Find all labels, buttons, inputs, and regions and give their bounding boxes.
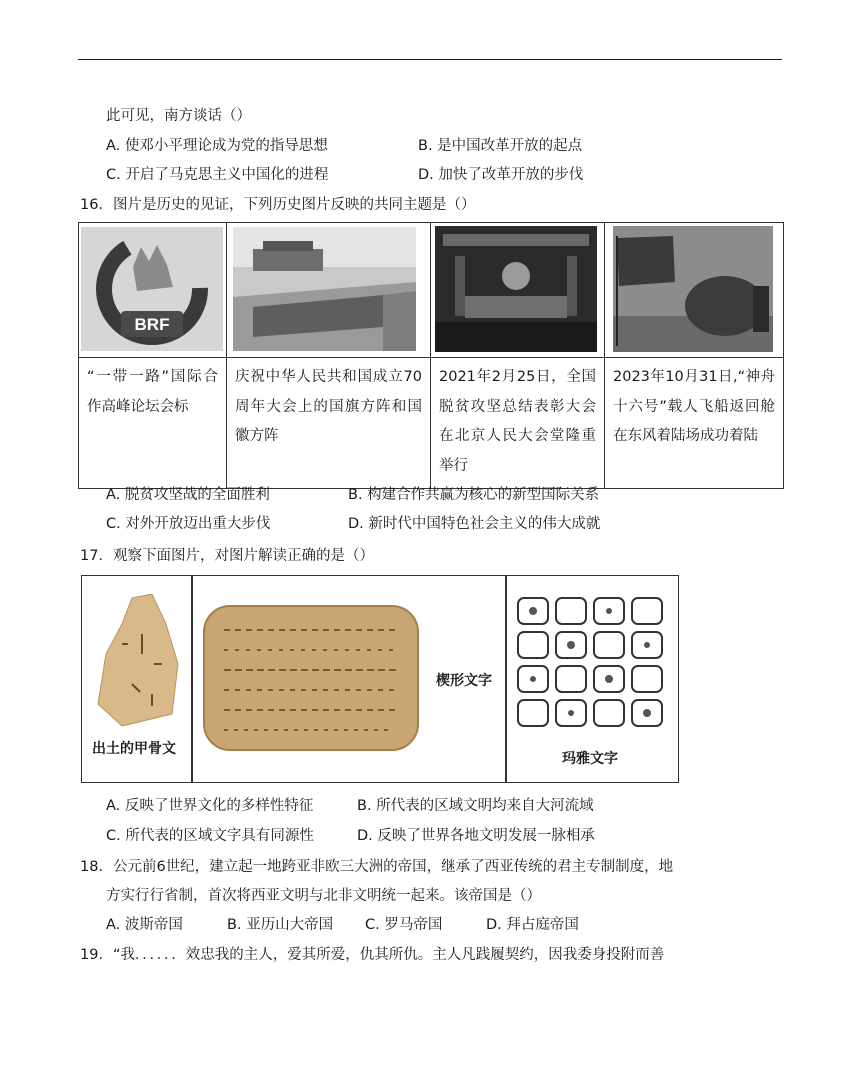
q16-stem: 16．图片是历史的见证，下列历史图片反映的共同主题是（）: [80, 197, 476, 213]
figure-divider: [191, 576, 193, 782]
q17-figure: [81, 575, 679, 783]
spacecraft-landing-photo: [613, 226, 773, 352]
brf-logo-image: [81, 227, 223, 351]
q18-option-a: A. 波斯帝国: [106, 917, 183, 933]
spacecraft-landing-cell: [605, 223, 784, 358]
q16-image-table: [78, 222, 784, 489]
brf-logo-cell: [79, 223, 227, 358]
q17-option-b: B. 所代表的区域文明均来自大河流域: [357, 798, 594, 814]
q16-option-d: D. 新时代中国特色社会主义的伟大成就: [348, 516, 601, 532]
oracle-bone-image: [92, 594, 182, 730]
q15-stem-tail: 此可见，南方谈话（）: [106, 108, 251, 124]
q18-option-d: D. 拜占庭帝国: [486, 917, 579, 933]
q15-option-c: C. 开启了马克思主义中国化的进程: [106, 167, 329, 183]
q19-stem-line-1: 19．“我．．．．．．效忠我的主人，爱其所爱，仇其所仇。主人凡践履契约，因我委身投附而善: [80, 947, 665, 963]
q18-option-c: C. 罗马帝国: [365, 917, 443, 933]
q15-option-a: A. 使邓小平理论成为党的指导思想: [106, 138, 328, 154]
q16-option-a: A. 脱贫攻坚战的全面胜利: [106, 487, 270, 503]
cuneiform-tablet-image: [200, 602, 422, 754]
q18-stem-line-2: 方实行行省制，首次将西亚文明与北非文明统一起来。该帝国是（）: [106, 888, 541, 904]
q16-caption-4: 2023年10月31日,“神舟十六号”载人飞船返回舱在东风着陆场成功着陆: [613, 369, 775, 444]
q16-option-b: B. 构建合作共赢为核心的新型国际关系: [348, 487, 600, 503]
brf-logo-text: BRF: [134, 315, 170, 334]
q16-caption-1: “一带一路”国际合作高峰论坛会标: [87, 369, 218, 415]
poverty-meeting-cell: [431, 223, 605, 358]
q18-stem-line-1: 18．公元前6世纪，建立起一地跨亚非欧三大洲的帝国，继承了西亚传统的君主专制制度，地: [80, 859, 674, 875]
q17-option-d: D. 反映了世界各地文明发展一脉相承: [357, 828, 595, 844]
oracle-bone-label: 出土的甲骨文: [92, 741, 176, 757]
q18-option-b: B. 亚历山大帝国: [227, 917, 334, 933]
q17-option-c: C. 所代表的区域文字具有同源性: [106, 828, 314, 844]
poverty-meeting-photo: [435, 226, 597, 352]
figure-divider: [505, 576, 507, 782]
q16-caption-3: 2021年2月25日，全国脱贫攻坚总结表彰大会在北京人民大会堂隆重举行: [439, 369, 596, 474]
maya-glyphs-image: [514, 594, 670, 732]
flag-parade-cell: [227, 223, 431, 358]
q16-caption-2: 庆祝中华人民共和国成立70周年大会上的国旗方阵和国徽方阵: [235, 369, 422, 444]
flag-parade-photo: [233, 227, 416, 351]
q15-option-d: D. 加快了改革开放的步伐: [418, 167, 584, 183]
q17-stem: 17．观察下面图片，对图片解读正确的是（）: [80, 548, 374, 564]
q16-option-c: C. 对外开放迈出重大步伐: [106, 516, 271, 532]
q15-option-b: B. 是中国改革开放的起点: [418, 138, 583, 154]
header-rule: [78, 59, 782, 60]
maya-label: 玛雅文字: [562, 751, 618, 767]
cuneiform-label: 楔形文字: [436, 673, 492, 689]
q17-option-a: A. 反映了世界文化的多样性特征: [106, 798, 314, 814]
